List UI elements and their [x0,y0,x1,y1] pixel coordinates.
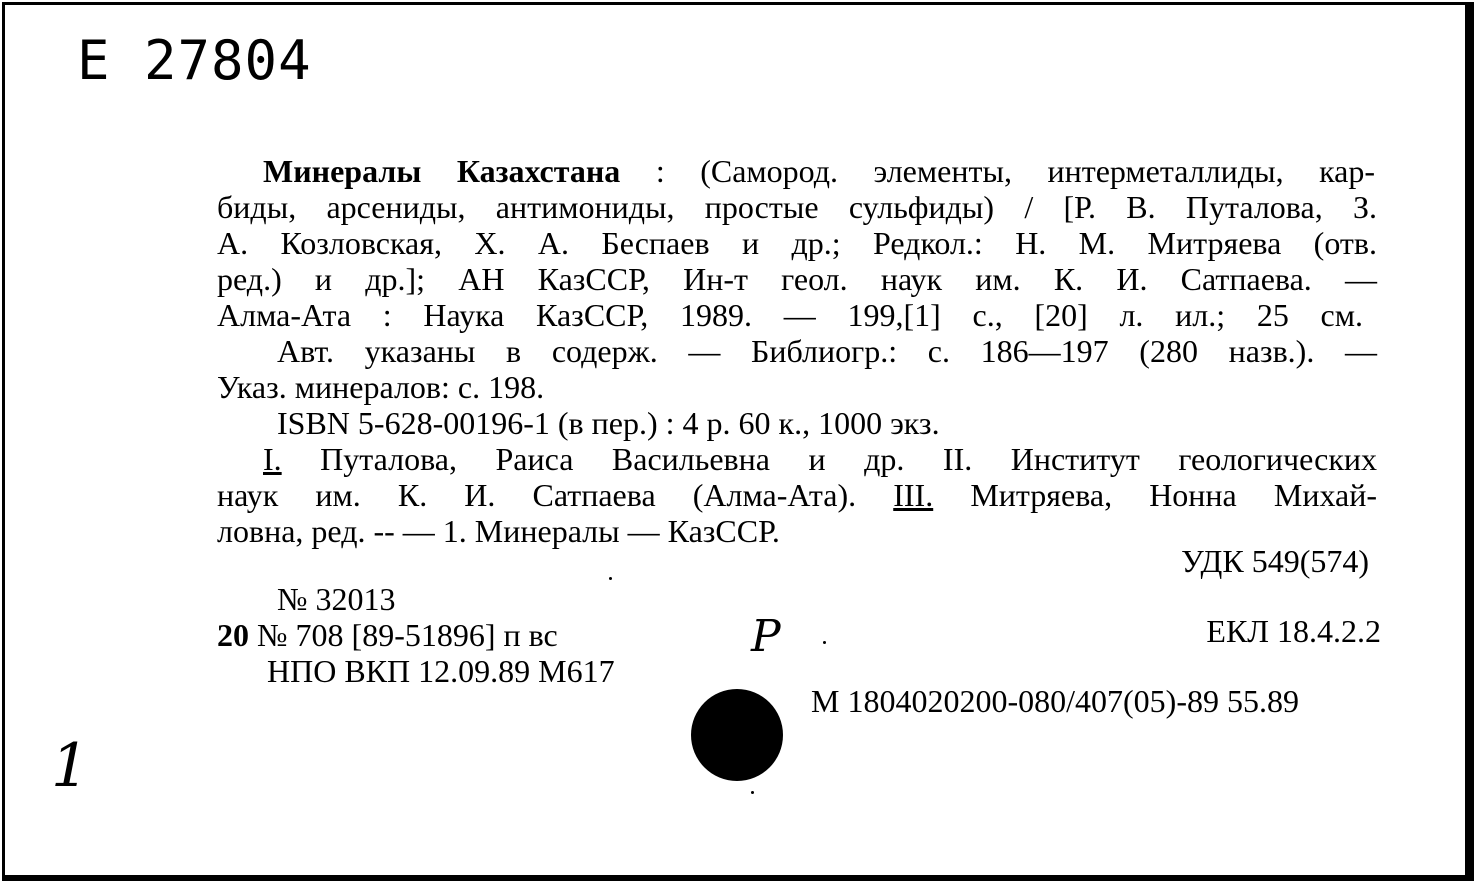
punch-hole [691,689,783,781]
isbn-line: ISBN 5-628-00196-1 (в пер.) : 4 р. 60 к., 1000 экз. [277,405,940,441]
order-number: № 32013 [277,581,396,617]
handwritten-mark: Р [751,611,781,662]
tracing-number-3: III. [893,477,934,513]
print-line-rest: № 708 [89-51896] п вс [257,617,558,653]
tracings-line-2 [217,477,1377,513]
entry-line-1 [263,153,1375,189]
margin-mark: 1 [51,731,90,801]
publisher-code: М 1804020200-080/407(05)-89 55.89 [811,683,1299,719]
tracings-line-1 [263,441,1377,477]
print-line-prefix: 20 [217,617,249,653]
tracing-number-1: I. [263,441,282,477]
ekl-code: ЕКЛ 18.4.2.2 [1206,613,1381,649]
notes-line-1: Авт. указаны в содерж. — Библиогр.: с. 186—197 (280 назв.). — [277,333,1377,369]
entry-line-5: Алма-Ата : Наука КазССР, 1989. — 199,[1] с., [20] л. ил.; 25 см. [217,297,1363,333]
notes-line-2: Указ. минералов: с. 198. [217,369,545,405]
speck [823,641,826,644]
speck [609,577,612,580]
tracings-line-3: ловна, ред. -- — 1. Минералы — КазССР. [217,513,780,549]
catalog-card [2,2,1474,881]
entry-line-4: ред.) и др.]; АН КазССР, Ин-т геол. наук им. К. И. Сатпаева. — [217,261,1377,297]
tracings-line-2-rest: Митряева, Нонна Михай- [933,477,1377,513]
udk-code: УДК 549(574) [1181,543,1369,579]
entry-title: Минералы Казахстана [263,153,621,189]
tracings-line-2-pre: наук им. К. И. Сатпаева (Алма-Ата). [217,477,894,513]
print-line [217,617,558,653]
entry-line-2: биды, арсениды, антимониды, простые сульфиды) / [Р. В. Путалова, З. [217,189,1377,225]
entry-line-3: А. Козловская, Х. А. Беспаев и др.; Редкол.: Н. М. Митряева (отв. [217,225,1377,261]
inventory-number: Е 27804 [77,29,312,92]
entry-line-1-rest: : (Самород. элементы, интерметаллиды, кар- [620,153,1376,189]
speck [751,791,754,794]
tracings-line-1-rest: Путалова, Раиса Васильевна и др. II. Институт геологических [281,441,1377,477]
npo-line: НПО ВКП 12.09.89 М617 [267,653,615,689]
